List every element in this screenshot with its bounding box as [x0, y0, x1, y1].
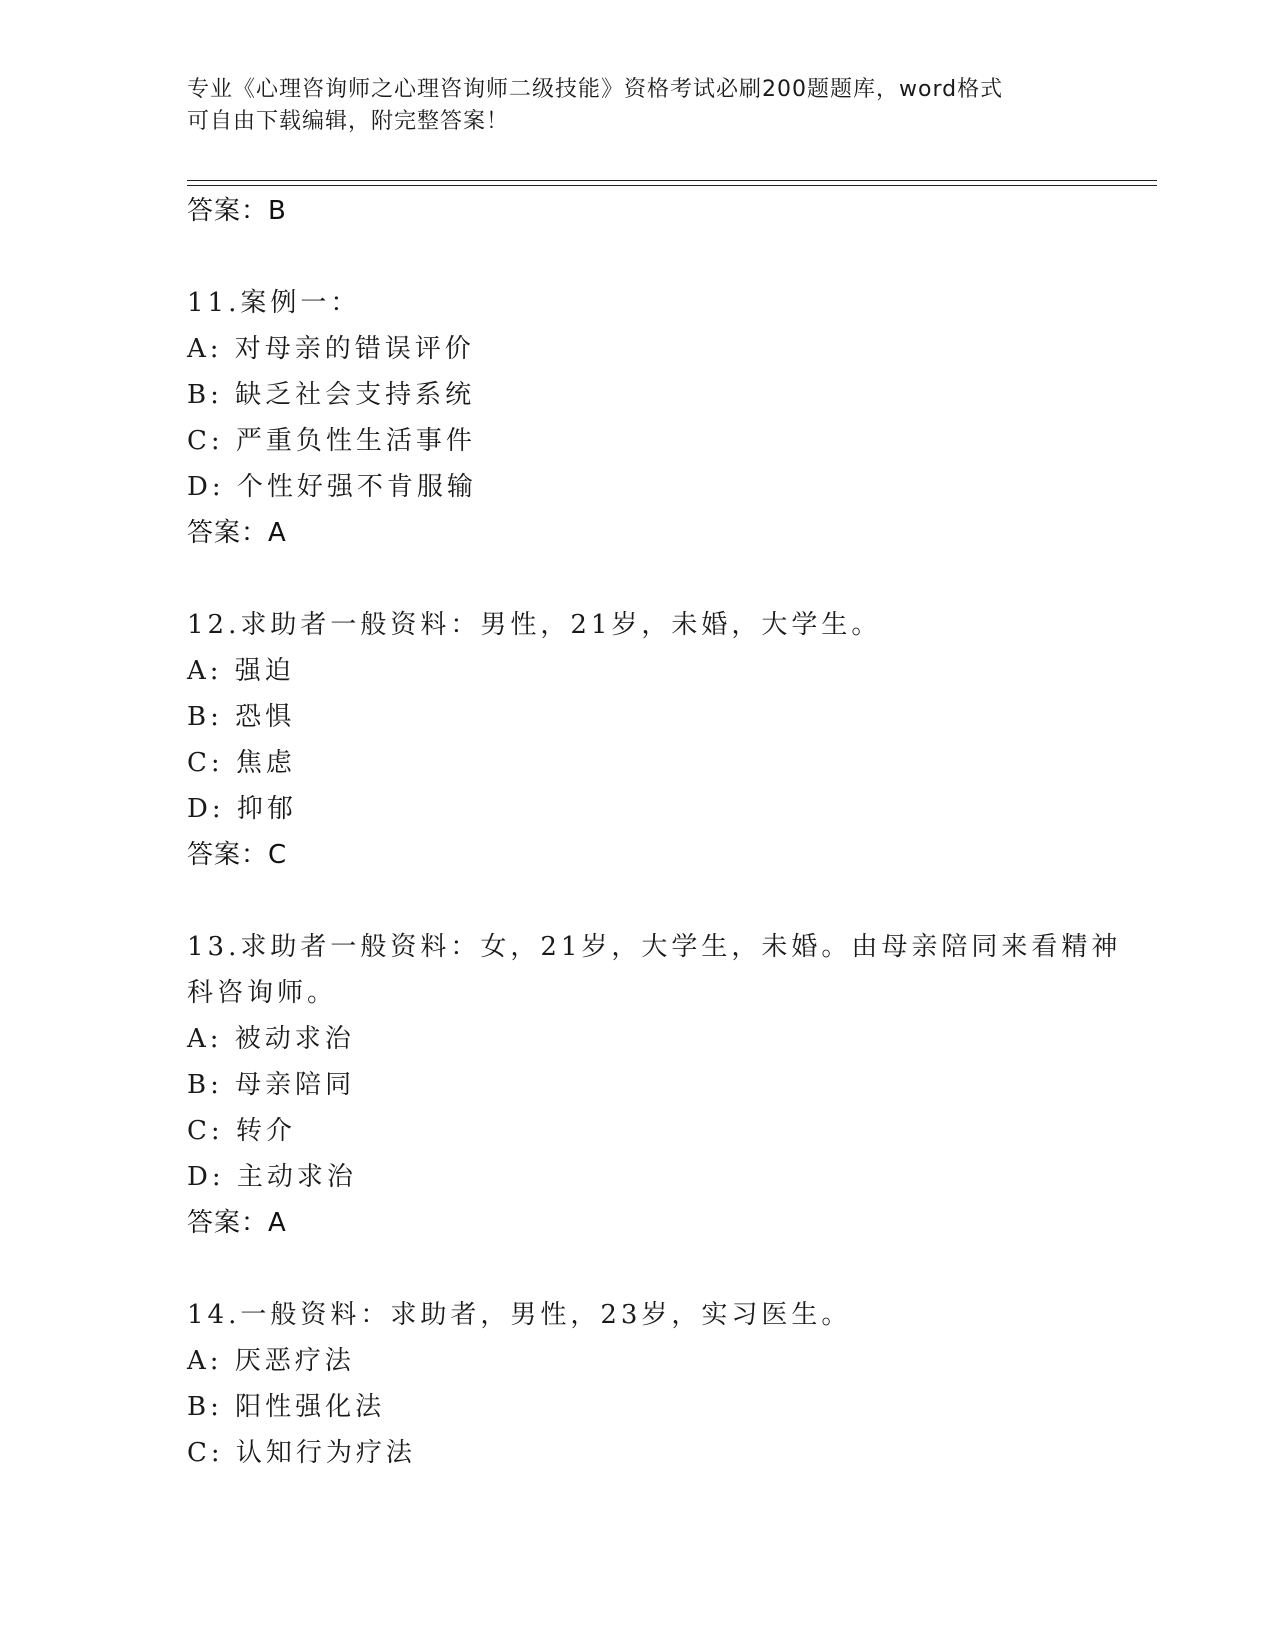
option-a: A: 厌恶疗法 [187, 1346, 355, 1376]
option-a: A: 对母亲的错误评价 [187, 334, 475, 364]
option-d: D: 抑郁 [187, 794, 297, 824]
question-14 [187, 1292, 1087, 1476]
header-rule-top [187, 180, 1157, 181]
header-rule-bottom [187, 185, 1157, 186]
question-stem: 14.一般资料：求助者，男性，23岁，实习医生。 [187, 1300, 852, 1330]
answer-line: 答案：A [187, 518, 287, 548]
question-11 [187, 280, 1087, 556]
header-line-2: 可自由下载编辑，附完整答案！ [187, 109, 510, 134]
option-c: C: 转介 [187, 1116, 296, 1146]
answer-line: 答案：A [187, 1208, 287, 1238]
option-d: D: 主动求治 [187, 1162, 357, 1192]
option-a: A: 强迫 [187, 656, 295, 686]
answer-line: 答案：C [187, 840, 288, 870]
question-list [187, 188, 1122, 1476]
option-c: C: 严重负性生活事件 [187, 426, 476, 456]
question-stem-continued: 科咨询师。 [187, 978, 338, 1008]
option-d: D: 个性好强不肯服输 [187, 472, 477, 502]
document-header [187, 74, 1087, 138]
option-b: B: 恐惧 [187, 702, 296, 732]
question-stem: 12.求助者一般资料：男性，21岁，未婚，大学生。 [187, 610, 882, 640]
option-c: C: 认知行为疗法 [187, 1438, 416, 1468]
option-b: B: 阳性强化法 [187, 1392, 386, 1422]
question-12 [187, 602, 1087, 878]
option-c: C: 焦虑 [187, 748, 296, 778]
option-b: B: 缺乏社会支持系统 [187, 380, 476, 410]
previous-answer: 答案：B [187, 196, 287, 226]
option-a: A: 被动求治 [187, 1024, 355, 1054]
question-13 [187, 924, 1122, 1246]
option-b: B: 母亲陪同 [187, 1070, 356, 1100]
question-stem: 11.案例一： [187, 288, 361, 318]
question-stem: 13.求助者一般资料：女，21岁，大学生，未婚。由母亲陪同来看精神 [187, 932, 1122, 962]
header-line-1: 专业《心理咨询师之心理咨询师二级技能》资格考试必刷200题题库，word格式 [187, 77, 1004, 102]
